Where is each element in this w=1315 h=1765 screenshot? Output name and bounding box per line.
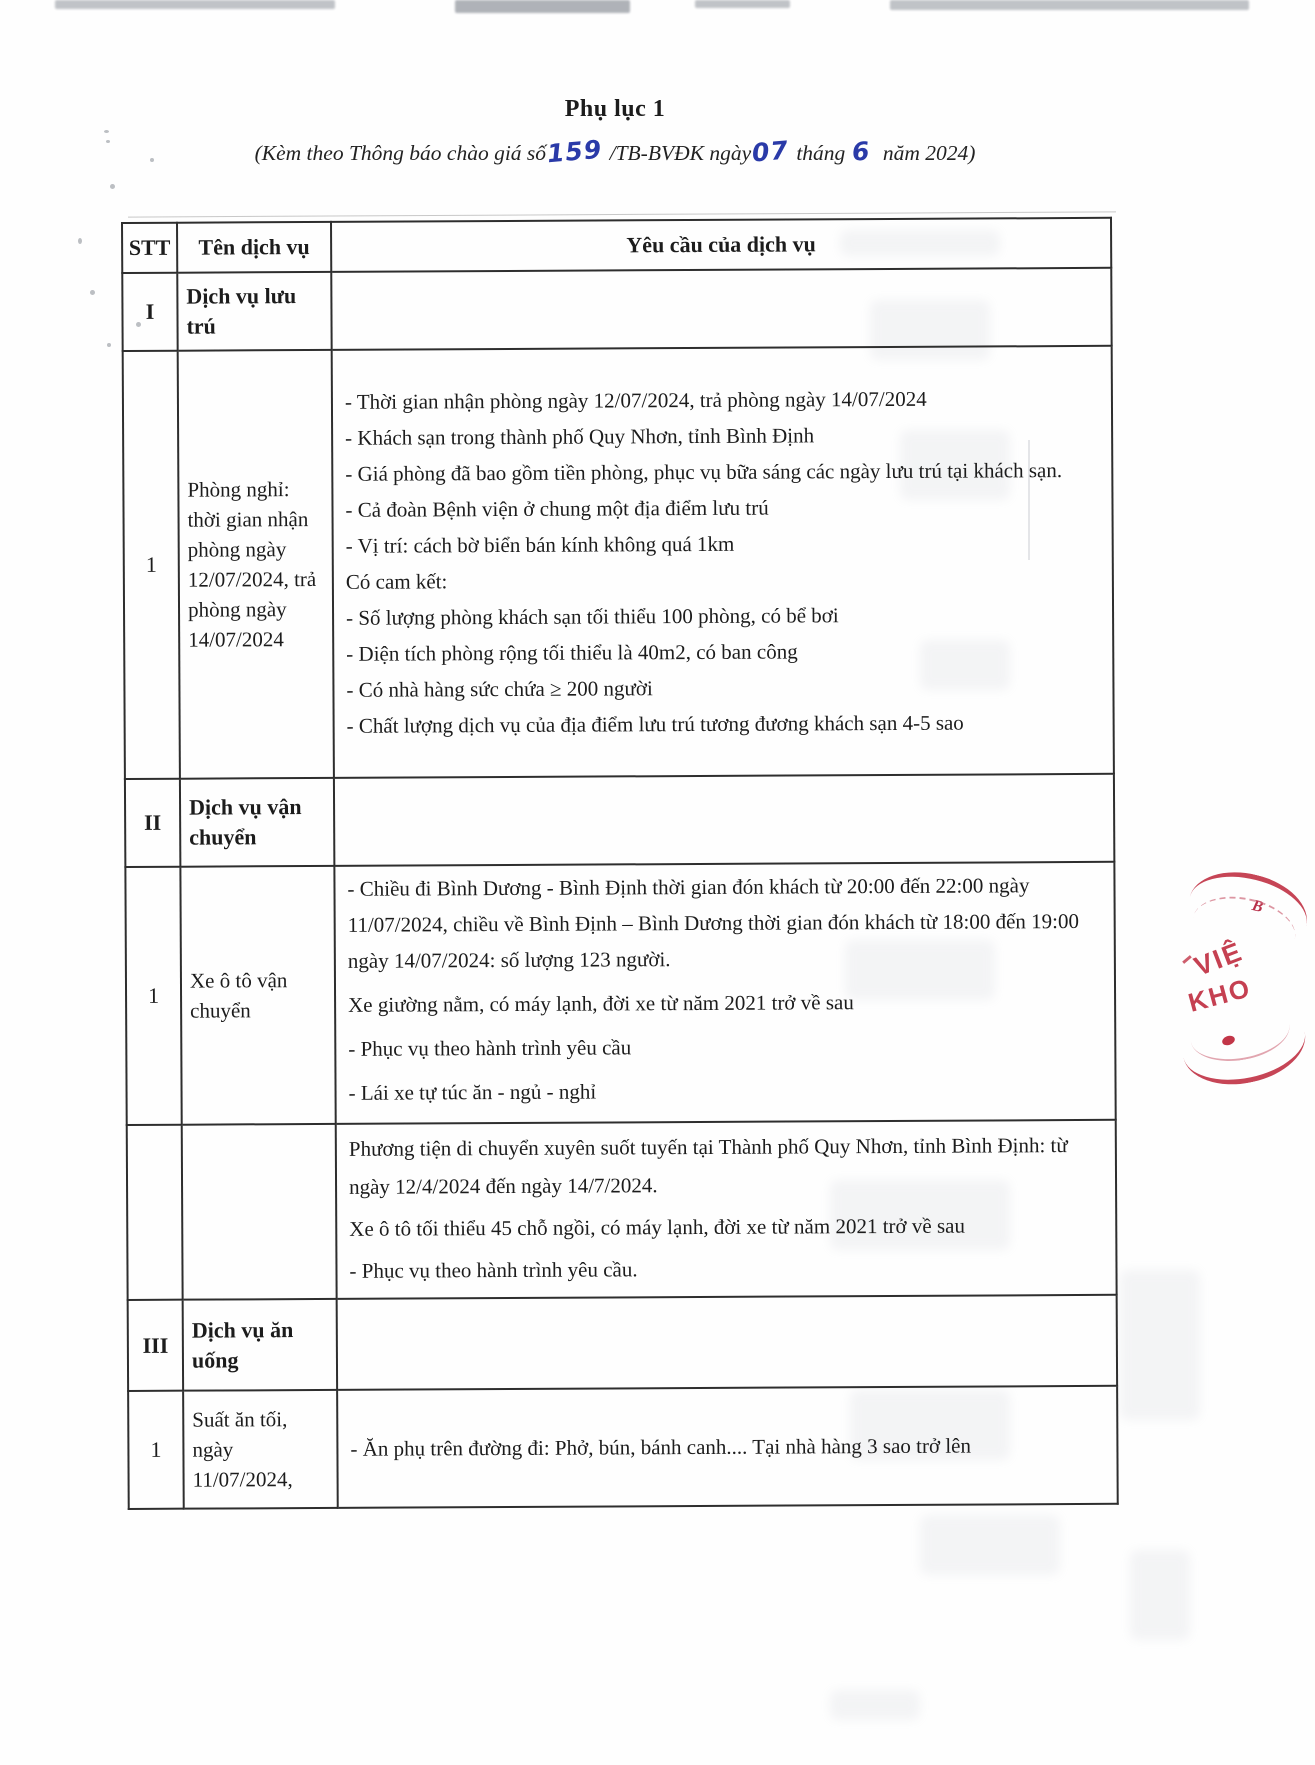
scan-speck xyxy=(78,238,82,244)
requirement-line: - Chất lượng dịch vụ của địa điểm lưu trú tương đương khách sạn 4-5 sao xyxy=(346,710,964,738)
header-yeu-cau: Yêu cầu của dịch vụ xyxy=(331,218,1111,272)
requirement-cell xyxy=(334,862,1115,1124)
scan-smudge xyxy=(455,0,630,13)
scan-speck xyxy=(90,290,95,295)
requirement-cell xyxy=(334,774,1114,866)
requirement-cell xyxy=(337,1295,1117,1390)
bleed-through xyxy=(1130,1550,1190,1640)
services-table-wrap xyxy=(121,217,1119,1510)
stamp-text-bottom: KHO xyxy=(1185,972,1255,1018)
header-ten-dich-vu: Tên dịch vụ xyxy=(177,222,331,273)
requirement-cell xyxy=(336,1120,1117,1299)
requirement-cell xyxy=(331,268,1111,350)
bleed-through xyxy=(830,1690,920,1720)
bleed-through xyxy=(920,1515,1060,1575)
handwritten-doc-number: 159 xyxy=(545,134,604,169)
requirement-line: - Số lượng phòng khách sạn tối thiểu 100 phòng, có bể bơi xyxy=(346,603,839,630)
subtitle-month-label: tháng xyxy=(796,141,846,165)
section-row-I xyxy=(122,268,1111,351)
row-phong-nghi xyxy=(123,346,1114,779)
row-phuong-tien xyxy=(127,1120,1117,1300)
section-row-III xyxy=(128,1295,1117,1391)
scan-speck xyxy=(110,184,115,189)
requirement-line: Xe giường nằm, có máy lạnh, đời xe từ năm 2021 trở về sau xyxy=(348,990,854,1017)
requirement-cell xyxy=(337,1386,1118,1508)
page-title: Phụ lục 1 xyxy=(564,96,666,122)
requirement-line: - Có nhà hàng sức chứa ≥ 200 người xyxy=(346,676,653,702)
scan-speck xyxy=(107,343,111,347)
requirement-line: - Khách sạn trong thành phố Quy Nhơn, tỉnh Bình Định xyxy=(345,423,815,450)
stt-cell: II xyxy=(125,779,180,867)
subtitle-suffix: năm 2024) xyxy=(882,141,976,165)
service-name-cell: Suất ăn tối, ngày 11/07/2024, xyxy=(183,1390,338,1509)
requirement-line: - Giá phòng đã bao gồm tiền phòng, phục vụ bữa sáng các ngày lưu trú tại khách sạn. xyxy=(345,458,1063,486)
red-stamp-fragment xyxy=(1158,858,1298,1108)
table-header-row xyxy=(122,218,1111,273)
requirement-line: - Diện tích phòng rộng tối thiểu là 40m2, có ban công xyxy=(346,639,798,666)
requirement-line: - Cả đoàn Bệnh viện ở chung một địa điểm lưu trú xyxy=(345,495,769,522)
document-header xyxy=(0,96,1230,169)
stt-cell xyxy=(127,1125,183,1300)
scan-smudge xyxy=(695,0,790,8)
requirement-line: - Phục vụ theo hành trình yêu cầu. xyxy=(349,1256,638,1283)
subtitle-middle: /TB-BVĐK ngày xyxy=(609,141,752,165)
header-stt: STT xyxy=(122,223,177,273)
requirement-line: - Ăn phụ trên đường đi: Phở, bún, bánh canh.... Tại nhà hàng 3 sao trở lên xyxy=(350,1433,972,1461)
service-name-cell: Dịch vụ ăn uống xyxy=(183,1299,337,1391)
stt-cell: 1 xyxy=(128,1391,184,1509)
requirement-line: - Thời gian nhận phòng ngày 12/07/2024, trả phòng ngày 14/07/2024 xyxy=(344,386,927,414)
document-subtitle xyxy=(0,134,1230,169)
requirement-line: Phương tiện di chuyển xuyên suốt tuyến tại Thành phố Quy Nhơn, tỉnh Bình Định: từ ngày 12/4/2024 đến ngày 14/7/2024. xyxy=(348,1132,1068,1199)
handwritten-day: 07 xyxy=(750,135,791,168)
handwritten-month: 6 xyxy=(850,136,872,167)
requirement-cell xyxy=(332,346,1114,778)
bleed-through xyxy=(1120,1270,1200,1420)
requirement-line: - Phục vụ theo hành trình yêu cầu xyxy=(348,1035,632,1061)
requirement-line: - Lái xe tự túc ăn - ngủ - nghỉ xyxy=(348,1079,597,1105)
service-name-cell: Xe ô tô vận chuyển xyxy=(180,866,335,1125)
stamp-text-top: VIỆ xyxy=(1190,936,1248,982)
service-name-cell: Phòng nghỉ: thời gian nhận phòng ngày 12/07/2024, trả phòng ngày 14/07/2024 xyxy=(178,350,334,779)
requirement-line: - Vị trí: cách bờ biển bán kính không quá 1km xyxy=(345,531,735,558)
requirement-line: Có cam kết: xyxy=(345,569,448,594)
section-row-II xyxy=(125,774,1114,867)
service-name-cell xyxy=(182,1124,337,1300)
services-table xyxy=(121,217,1119,1510)
scan-smudge xyxy=(890,0,1249,10)
row-xe-o-to xyxy=(125,862,1115,1125)
row-suat-an-toi xyxy=(128,1386,1118,1509)
requirement-line: - Chiều đi Bình Dương - Bình Định thời gian đón khách từ 20:00 đến 22:00 ngày 11/07/2024, chiều về Bình Định – Bình Dương thời gian đón khách từ 18:00 đến 19:00 ngày 14/07/2024: số lượng 123 người. xyxy=(347,873,1080,973)
subtitle-prefix: (Kèm theo Thông báo chào giá số xyxy=(254,141,547,165)
stt-cell: III xyxy=(128,1300,183,1391)
service-name-cell: Dịch vụ vận chuyển xyxy=(180,778,334,867)
service-name-cell: Dịch vụ lưu trú xyxy=(177,272,331,351)
scan-smudge xyxy=(55,0,335,9)
stt-cell: I xyxy=(122,273,177,351)
stt-cell: 1 xyxy=(123,351,180,779)
stt-cell: 1 xyxy=(125,867,181,1125)
requirement-line: Xe ô tô tối thiểu 45 chỗ ngồi, có máy lạnh, đời xe từ năm 2021 trở về sau xyxy=(349,1213,965,1241)
stamp-letter: B xyxy=(1250,896,1265,917)
